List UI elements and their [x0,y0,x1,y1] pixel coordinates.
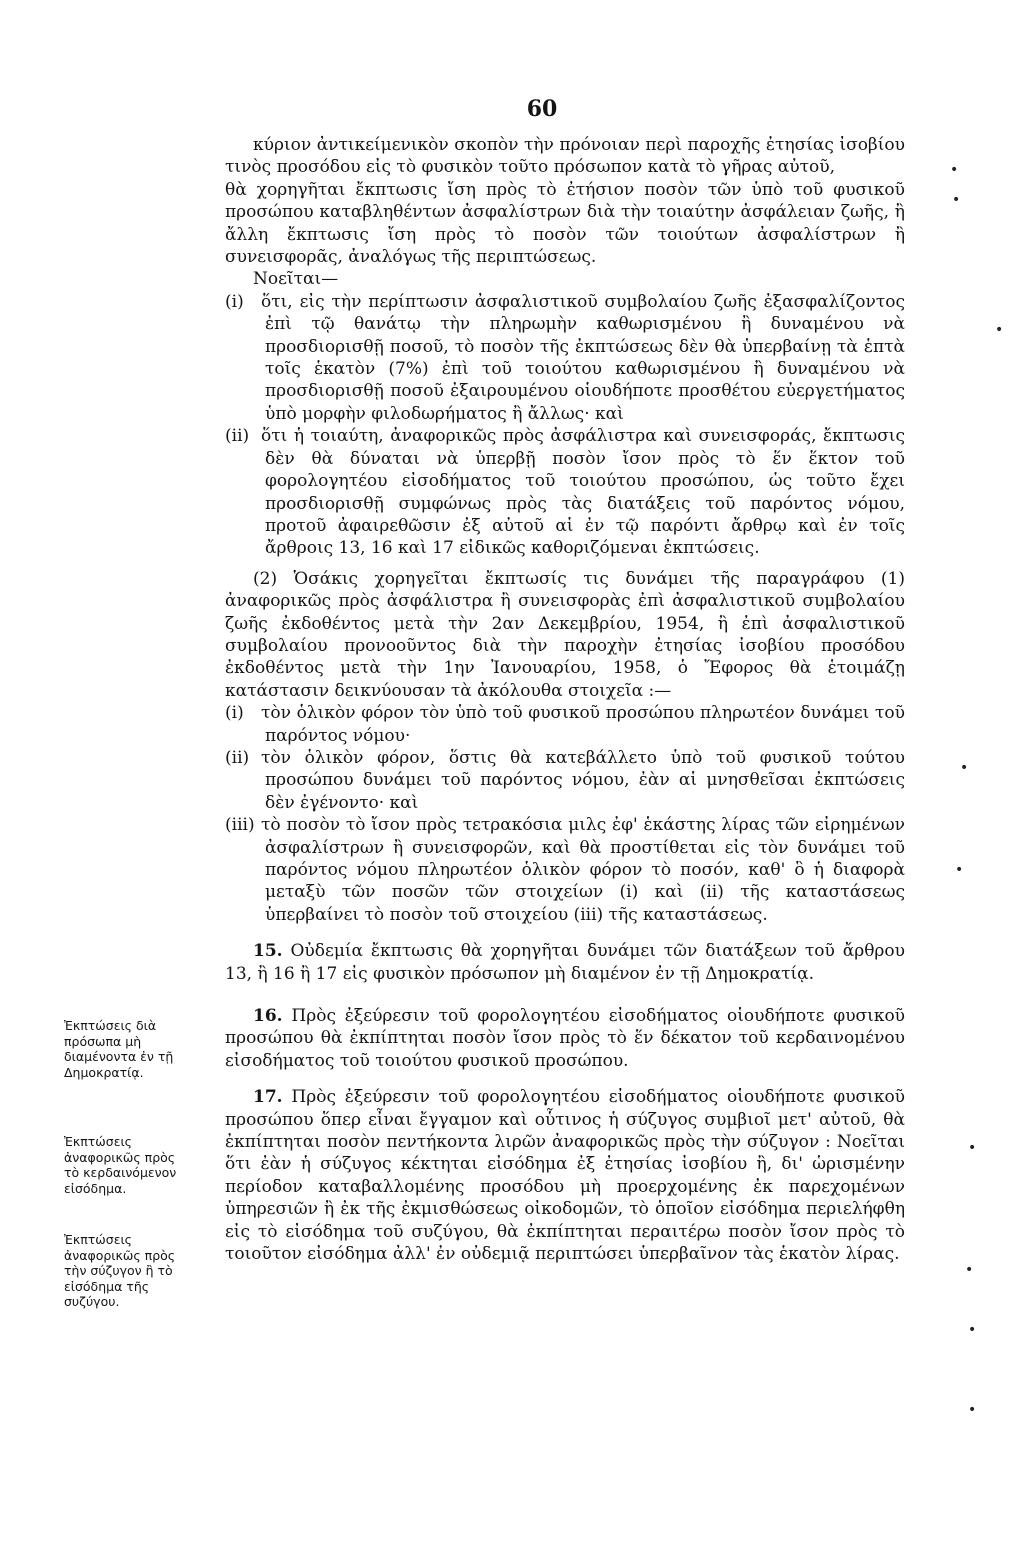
scan-speck: • [950,162,959,178]
section-text: Οὐδεμία ἔκπτωσις θὰ χορηγῆται δυνάμει τῶν διατάξεων τοῦ ἄρθρου 13, ἢ 16 ἢ 17 εἰς φυσικὸν πρόσωπον μὴ διαμένον ἐν τῇ Δημοκρατίᾳ. [225,941,905,984]
item-label: (i) [225,703,244,724]
scan-speck: • [968,1140,977,1156]
main-text [225,134,905,1266]
item-text: τὸν ὁλικὸν φόρον, ὅστις θὰ κατεβάλλετο ὑπὸ τοῦ φυσικοῦ τούτου προσώπου δυνάμει τοῦ παρόντος νόμου, ἐὰν αἱ μνησθεῖσαι ἐκπτώσεις δὲν ἐγένοντο· καὶ [261,747,905,813]
item-label: (iii) [225,815,255,836]
proviso-ii [225,425,905,559]
proviso-label: (ii) [225,426,250,447]
item-label: (ii) [225,747,250,768]
scan-speck: • [968,1402,977,1418]
subsection-label: (2) [253,568,278,589]
paragraph-continuation: θὰ χορηγῆται ἔκπτωσις ἴση πρὸς τὸ ἐτήσιον ποσὸν τῶν ὑπὸ τοῦ φυσικοῦ προσώπου καταβληθέντων ἀσφαλίστρων διὰ τὴν τοιαύτην ἀσφάλειαν ζωῆς, ἢ ἄλλη ἔκπτωσις ἴση πρὸς τὸ ποσὸν τῶν τοιούτων ἀσφαλίστρων ἢ συνεισφορᾶς, ἀναλόγως τῆς περιπτώσεως. [225,179,905,268]
scan-speck: • [968,1322,977,1338]
scan-speck: • [952,192,961,208]
subsection-2 [225,568,905,702]
margin-note-section-15: Ἐκπτώσεις διὰ πρόσωπα μὴ διαμένοντα ἐν τῇ Δημοκρατίᾳ. [64,1018,174,1080]
scan-speck: • [955,862,964,878]
top-paragraph: κύριον ἀντικείμενικὸν σκοπὸν τὴν πρόνοιαν περὶ παροχῆς ἐτησίας ἰσοβίου τινὸς προσόδου εἰς τὸ φυσικὸν τοῦτο πρόσωπον κατὰ τὸ γῆρας αὐτοῦ, [225,135,905,178]
section-17 [225,1086,905,1265]
section-16 [225,1005,905,1072]
item-text: τὸν ὁλικὸν φόρον τὸν ὑπὸ τοῦ φυσικοῦ προσώπου πληρωτέον δυνάμει τοῦ παρόντος νόμου· [261,703,905,746]
page-number: 60 [526,96,558,122]
scan-speck: • [965,1262,974,1278]
margin-note-section-16: Ἐκπτώσεις ἀναφορικῶς πρὸς τὸ κερδαινόμενον εἰσόδημα. [64,1134,177,1196]
subsection-text: Ὁσάκις χορηγεῖται ἔκπτωσίς τις δυνάμει τῆς παραγράφου (1) ἀναφορικῶς πρὸς ἀσφάλιστρα ἢ συνεισφορὰς ἐπὶ ἀσφαλιστικοῦ συμβολαίου ζωῆς ἐκδοθέντος μετὰ τὴν 2αν Δεκεμβρίου, 1954, ἢ ἐπὶ ἀσφαλιστικοῦ συμβολαίου προνοοῦντος διὰ τὴν παροχὴν ἐτησίας ἰσοβίου προσόδου ἐκδοθέντος μετὰ τὴν 1ην Ἰανουαρίου, 1958, ὁ Ἔφορος θὰ ἑτοιμάζῃ κατάστασιν δεικνύουσαν τὰ ἀκόλουθα στοιχεῖα :— [225,568,905,701]
item-i [225,702,905,747]
section-number: 15. [253,941,283,962]
scan-speck: • [960,760,969,776]
section-number: 16. [253,1006,283,1027]
section-15 [225,940,905,985]
margin-note-section-17: Ἐκπτώσεις ἀναφορικῶς πρὸς τὴν σύζυγον ἢ τὸ εἰσόδημα τῆς συζύγου. [64,1232,176,1309]
section-text: Πρὸς ἐξεύρεσιν τοῦ φορολογητέου εἰσοδήματος οἱουδήποτε φυσικοῦ προσώπου θὰ ἐκπίπτηται ποσὸν ἴσον πρὸς τὸ ἕν δέκατον τοῦ κερδαινομένου εἰσοδήματος τοῦ τοιούτου φυσικοῦ προσώπου. [225,1006,906,1071]
proviso-text: ὅτι ἡ τοιαύτη, ἀναφορικῶς πρὸς ἀσφάλιστρα καὶ συνεισφοράς, ἔκπτωσις δὲν θὰ δύναται νὰ ὑπερβῇ ποσὸν ἴσον πρὸς τὸ ἕν ἕκτον τοῦ φορολογητέου εἰσοδήματος τοῦ τοιούτου προσώπου, ὡς τοῦτο ἔχει προσδιορισθῇ συμφώνως πρὸς τὰς διατάξεις τοῦ παρόντος νόμου, προτοῦ ἀφαιρεθῶσιν ἐξ αὐτοῦ αἱ ἐν τῷ παρόντι ἄρθρῳ καὶ ἐν τοῖς ἄρθροις 13, 16 καὶ 17 εἰδικῶς καθοριζόμεναι ἐκπτώσεις. [261,426,905,559]
proviso-text: ὅτι, εἰς τὴν περίπτωσιν ἀσφαλιστικοῦ συμβολαίου ζωῆς ἐξασφαλίζοντος ἐπὶ τῷ θανάτῳ τὴν πληρωμὴν καθωρισμένου ἢ δυναμένου νὰ προσδιορισθῇ ποσοῦ, τὸ ποσὸν τῆς ἐκπτώσεως δὲν θὰ ὑπερβαίνῃ τὰ ἑπτὰ τοῖς ἑκατὸν (7%) ἐπὶ τοῦ τοιούτου καθωρισμένου ἢ δυναμένου νὰ προσδιορισθῇ ποσοῦ ἐξαιρουμένου οἱουδήποτε προσθέτου εὐεργετήματος ὑπὸ μορφὴν φιλοδωρήματος ἢ ἄλλως· καὶ [261,291,905,424]
noeitai-heading: Νοεῖται— [253,269,339,290]
item-ii [225,747,905,814]
scan-speck: • [995,322,1004,338]
item-iii [225,814,905,926]
proviso-label: (i) [225,291,244,312]
section-text: Πρὸς ἐξεύρεσιν τοῦ φορολογητέου εἰσοδήματος οἱουδήποτε φυσικοῦ προσώπου ὅπερ εἶναι ἔγγαμον καὶ οὗτινος ἡ σύζυγος συμβιοῖ μετ' αὐτοῦ, θὰ ἐκπίπτηται ποσὸν πεντήκοντα λιρῶν ἀναφορικῶς πρὸς τὴν σύζυγον : Νοεῖται ὅτι ἐὰν ἡ σύζυγος κέκτηται εἰσόδημα ἐξ ἐτησίας ἰσοβίου ἢ, δι' ὡρισμένην περίοδον καταβαλλομένης προσόδου μὴ προερχομένης ἐκ παρεχομένων ὑπηρεσιῶν ἢ ἐκ τῆς ἐκμισθώσεως οἰκοδομῶν, τὸ ὁποῖον εἰσόδημα περιελήφθη εἰς τὸ εἰσόδημα τοῦ συζύγου, θὰ ἐκπίπτηται περαιτέρω ποσὸν ἴσον πρὸς τὸ τοιοῦτον εἰσόδημα ἀλλ' ἐν οὐδεμιᾷ περιπτώσει ὑπερβαῖνον τὰς ἑκατὸν λίρας. [225,1087,906,1265]
item-text: τὸ ποσὸν τὸ ἴσον πρὸς τετρακόσια μιλς ἐφ' ἑκάστης λίρας τῶν εἰρημένων ἀσφαλίστρων ἢ συνεισφορῶν, καὶ θὰ προστίθεται εἰς τὸν δυνάμει τοῦ παρόντος νόμου πληρωτέον ὁλικὸν φόρον τὸ ποσόν, καθ' ὃ ἡ διαφορὰ μεταξὺ τῶν ποσῶν τῶν στοιχείων (i) καὶ (ii) τῆς καταστάσεως ὑπερβαίνει τὸ ποσὸν τοῦ στοιχείου (iii) τῆς καταστάσεως. [261,815,905,925]
proviso-i [225,291,905,425]
section-number: 17. [253,1087,283,1108]
